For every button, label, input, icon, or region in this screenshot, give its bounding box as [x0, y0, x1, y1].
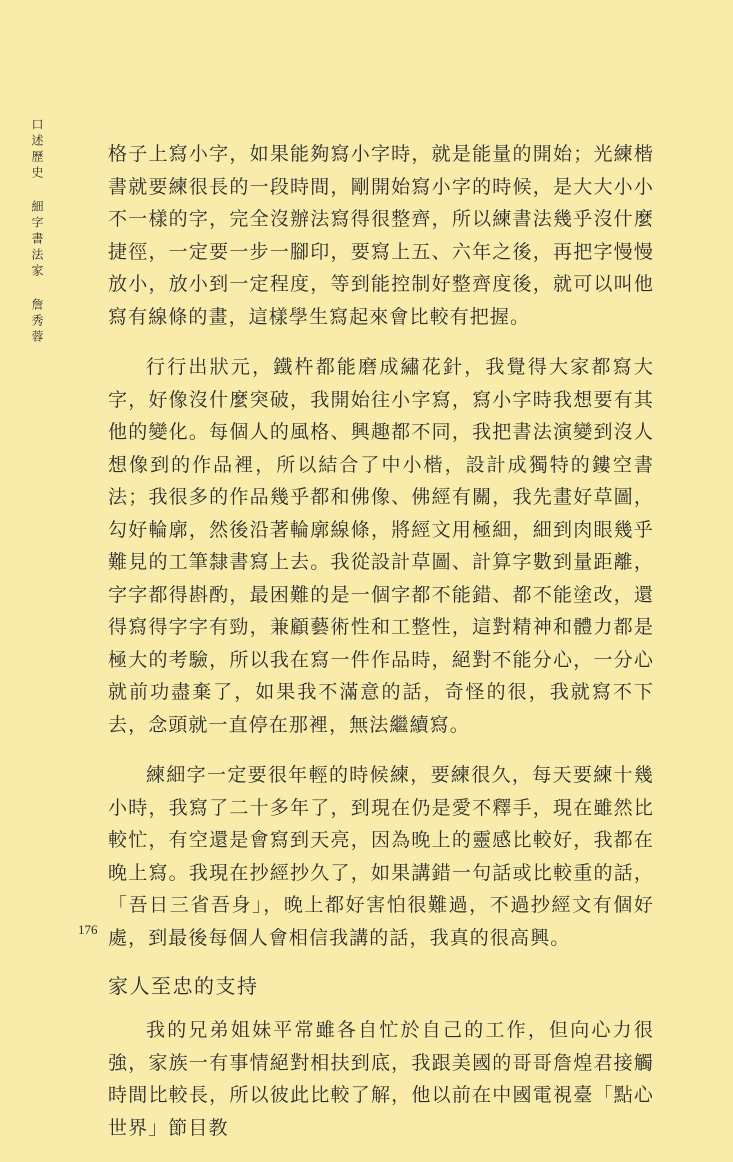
person-name-label: 詹秀蓉: [30, 298, 44, 346]
paragraph-4: 我的兄弟姐妹平常雖各自忙於自己的工作，但向心力很強，家族一有事情絕對相扶到底，我跟美國的哥哥詹煌君接觸時間比較長，所以彼此比較了解，他以前在中國電視臺「點心世界」節目教: [108, 1019, 654, 1139]
section-heading: 家人至忠的支持: [108, 974, 259, 998]
running-header: [27, 118, 47, 346]
body-text: [108, 138, 654, 1162]
paragraph-3: 練細字一定要很年輕的時候練，要練很久，每天要練十幾小時，我寫了二十多年了，到現在仍是愛不釋手，現在雖然比較忙，有空還是會寫到天亮，因為晚上的靈感比較好，我都在晚上寫。我現在抄經抄久了，如果講錯一句話或比較重的話，「吾日三省吾身」，晚上都好害怕很難過，不過抄經文有個好處，到最後每個人會相信我講的話，我真的很高興。: [108, 764, 654, 949]
paragraph-1: 格子上寫小字，如果能夠寫小字時，就是能量的開始；光練楷書就要練很長的一段時間，剛開始寫小字的時候，是大大小小不一樣的字，完全沒辦法寫得很整齊，所以練書法幾乎沒什麼捷徑，一定要一步一腳印，要寫上五、六年之後，再把字慢慢放小，放小到一定程度，等到能控制好整齊度後，就可以叫他寫有線條的畫，這樣學生寫起來會比較有把握。: [108, 143, 654, 328]
page-number: 176: [78, 922, 98, 937]
series-label: 口述歷史: [30, 118, 44, 182]
book-title-label: 細字書法家: [30, 200, 44, 280]
paragraph-2: 行行出狀元，鐵杵都能磨成繡花針，我覺得大家都寫大字，好像沒什麼突破，我開始往小字寫，寫小字時我想要有其他的變化。每個人的風格、興趣都不同，我把書法演變到沒人想像到的作品裡，所以結合了中小楷，設計成獨特的鏤空書法；我很多的作品幾乎都和佛像、佛經有關，我先畫好草圖，勾好輪廓，然後沿著輪廓線條，將經文用極細，細到肉眼幾乎難見的工筆隸書寫上去。我從設計草圖、計算字數到量距離，字字都得斟酌，最困難的是一個字都不能錯、都不能塗改，還得寫得字字有勁，兼顧藝術性和工整性，這對精神和體力都是極大的考驗，所以我在寫一件作品時，絕對不能分心，一分心就前功盡棄了，如果我不滿意的話，奇怪的很，我就寫不下去，念頭就一直停在那裡，無法繼續寫。: [108, 356, 654, 736]
